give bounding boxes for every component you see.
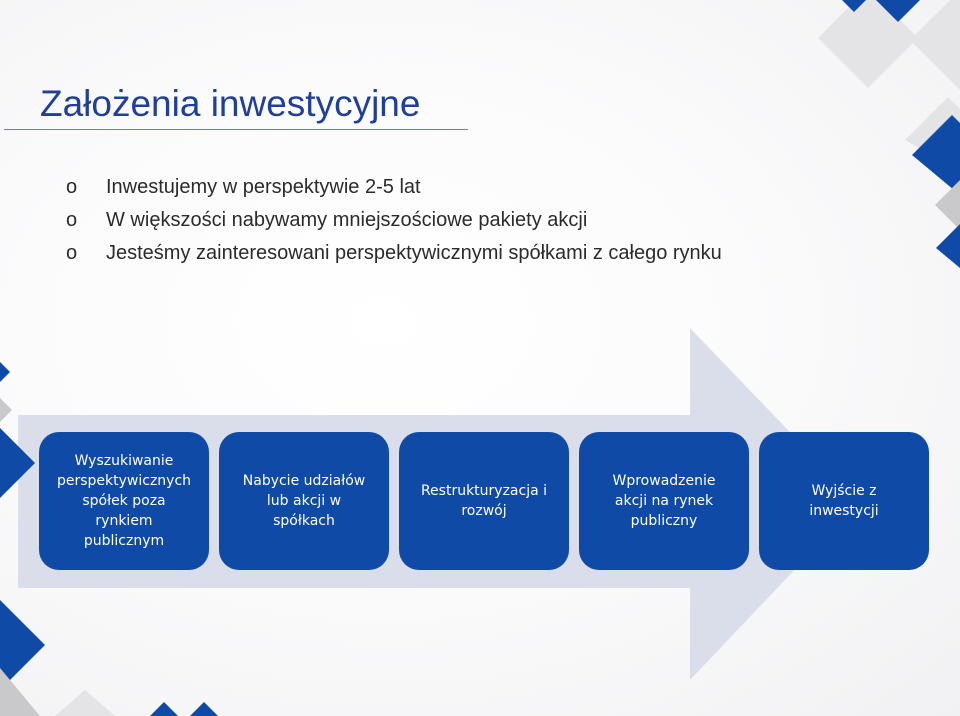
deco-square <box>0 668 40 716</box>
bullet-text: Jesteśmy zainteresowani perspektywicznymi spółkami z całego rynku <box>106 242 722 264</box>
deco-square <box>910 0 960 90</box>
process-step-label: Wyszukiwanie perspektywicznych spółek poza rynkiem publicznym <box>56 453 192 549</box>
process-step-search <box>39 432 209 570</box>
slide-title: Założenia inwestycyjne <box>40 83 421 124</box>
process-step-label: Nabycie udziałów lub akcji w spółkach <box>242 473 366 529</box>
process-step-label: Wprowadzenie akcji na rynek publiczny <box>612 473 716 529</box>
bullet-marker: o <box>66 176 78 198</box>
process-step-label: Wyjście z inwestycji <box>809 483 879 519</box>
bullet-text: W większości nabywamy mniejszościowe pakiety akcji <box>106 209 588 231</box>
deco-square <box>55 690 115 716</box>
process-step-restructuring <box>399 432 569 570</box>
deco-square <box>190 702 218 716</box>
deco-square <box>936 224 960 268</box>
process-step-acquisition <box>219 432 389 570</box>
bullet-text: Inwestujemy w perspektywie 2-5 lat <box>106 176 421 198</box>
bullet-marker: o <box>66 242 78 264</box>
bullet-marker: o <box>66 209 78 231</box>
process-step-ipo <box>579 432 749 570</box>
deco-square <box>150 702 178 716</box>
deco-square <box>0 398 12 422</box>
process-step-exit <box>759 432 929 570</box>
title-underline <box>4 129 468 130</box>
deco-square <box>0 362 10 382</box>
deco-square <box>935 180 960 230</box>
process-step-label: Restrukturyzacja i rozwój <box>420 483 548 519</box>
